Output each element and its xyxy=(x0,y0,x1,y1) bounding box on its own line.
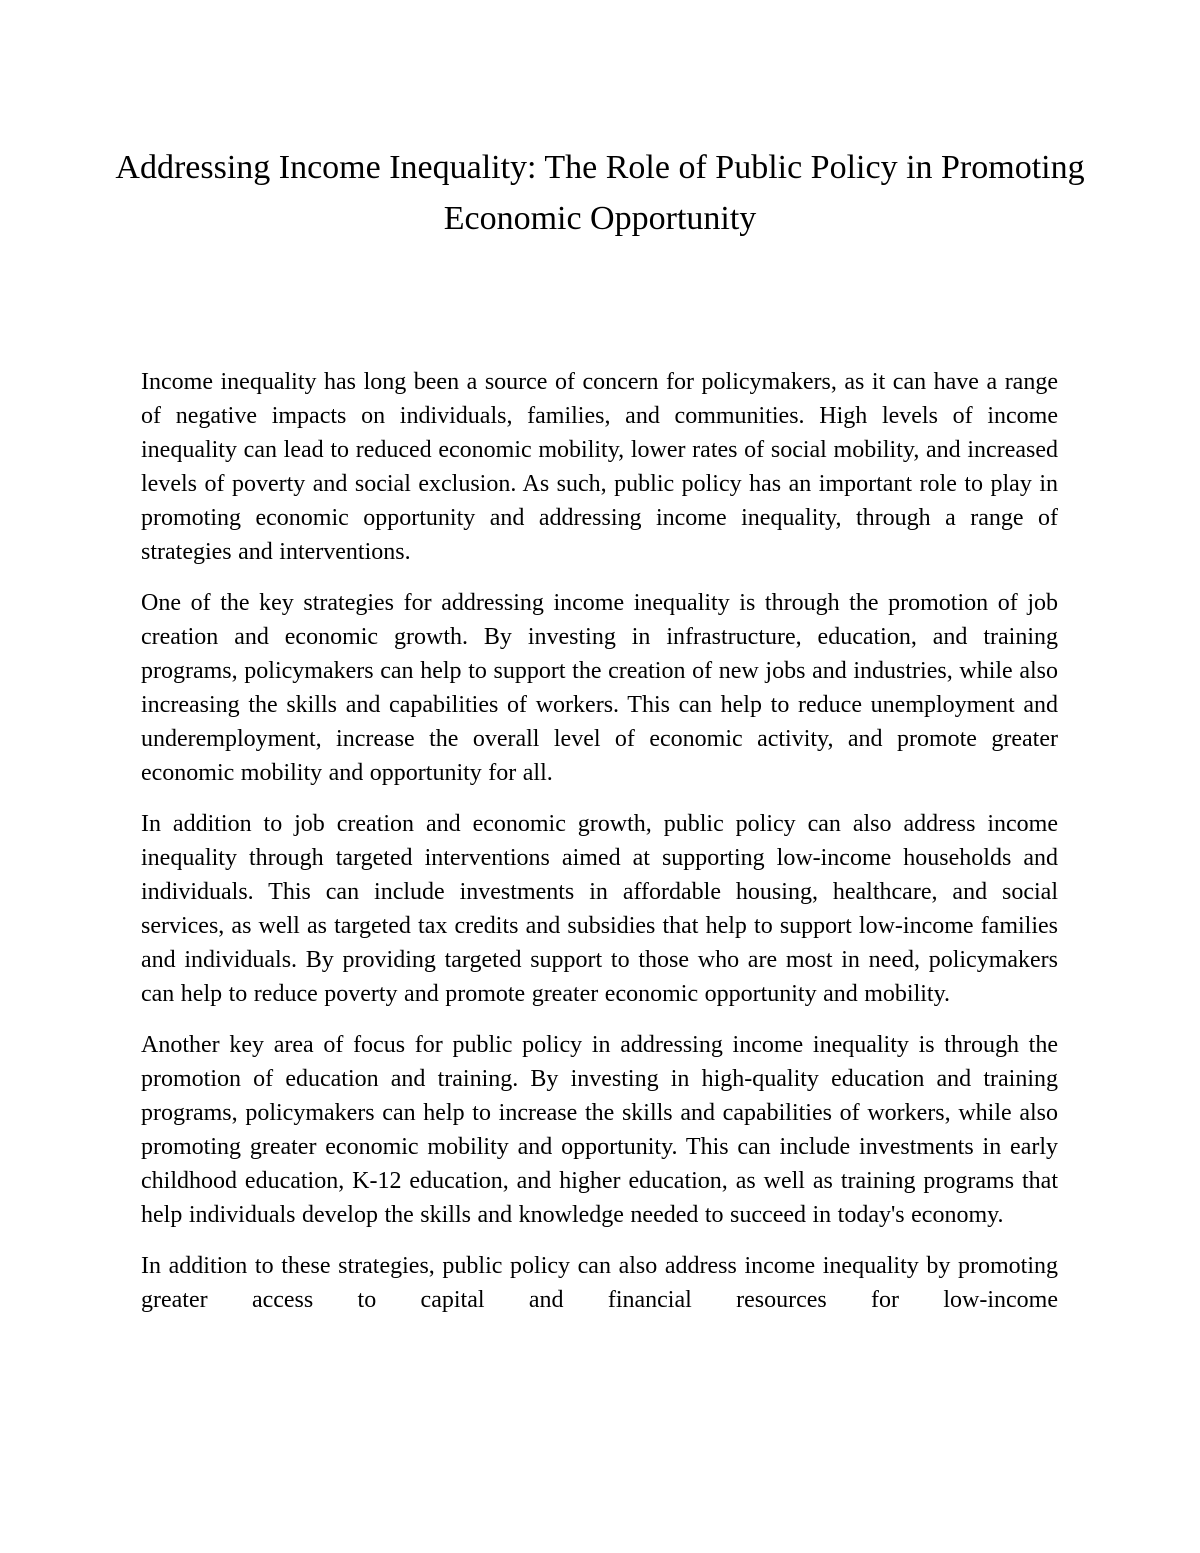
paragraph-2: One of the key strategies for addressing income inequality is through the promotion of job creation and economic growth. By investing in infrastructure, education, and training programs, policymakers can help to support the creation of new jobs and industries, while also increasing the skills and capabilities of workers. This can help to reduce unemployment and underemployment, increase the overall level of economic activity, and promote greater economic mobility and opportunity for all. xyxy=(141,590,1058,786)
paragraph-4: Another key area of focus for public policy in addressing income inequality is through the promotion of education and training. By investing in high-quality education and training programs, policymakers can help to increase the skills and capabilities of workers, while also promoting greater economic mobility and opportunity. This can include investments in early childhood education, K-12 education, and higher education, as well as training programs that help individuals develop the skills and knowledge needed to succeed in today's economy. xyxy=(141,1032,1058,1228)
document-body xyxy=(141,365,1058,1334)
document-title: Addressing Income Inequality: The Role of Public Policy in Promoting Economic Opportunity xyxy=(115,149,1085,237)
paragraph-3: In addition to job creation and economic growth, public policy can also address income inequality through targeted interventions aimed at supporting low-income households and individuals. This can include investments in affordable housing, healthcare, and social services, as well as targeted tax credits and subsidies that help to support low-income families and individuals. By providing targeted support to those who are most in need, policymakers can help to reduce poverty and promote greater economic opportunity and mobility. xyxy=(141,811,1058,1007)
paragraph-5: In addition to these strategies, public policy can also address income inequality by promoting greater access to capital and financial resources for low-income xyxy=(141,1253,1058,1313)
paragraph-1: Income inequality has long been a source of concern for policymakers, as it can have a range of negative impacts on individuals, families, and communities. High levels of income inequality can lead to reduced economic mobility, lower rates of social mobility, and increased levels of poverty and social exclusion. As such, public policy has an important role to play in promoting economic opportunity and addressing income inequality, through a range of strategies and interventions. xyxy=(141,369,1058,565)
